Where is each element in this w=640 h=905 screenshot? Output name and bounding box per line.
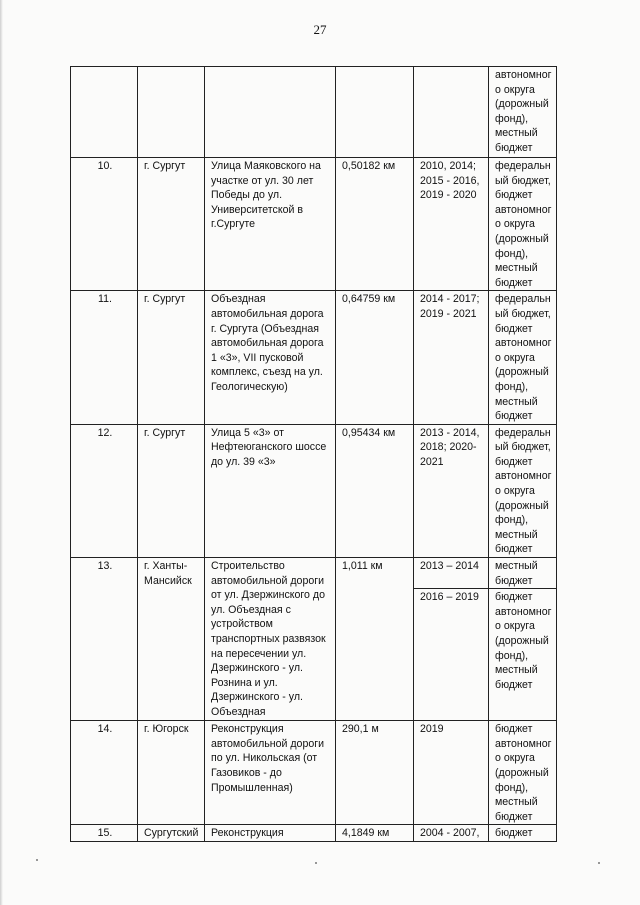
row-place: г. Югорск bbox=[138, 721, 205, 825]
row-source: федеральный бюджет, бюджет автономного округа (дорожный фонд), местный бюджет bbox=[489, 158, 557, 291]
table-row bbox=[71, 291, 557, 424]
row-years: 2013 – 2014 bbox=[414, 558, 489, 589]
row-years: 2019 bbox=[414, 721, 489, 825]
row-years bbox=[414, 67, 489, 158]
row-years: 2013 - 2014, 2018; 2020-2021 bbox=[414, 424, 489, 557]
row-number bbox=[71, 67, 138, 158]
row-object: Улица Маяковского на участке от ул. 30 лет Победы до ул. Университетской в г.Сургуте bbox=[205, 158, 336, 291]
scan-edge bbox=[0, 0, 3, 905]
row-number: 13. bbox=[71, 558, 138, 721]
table-row bbox=[71, 721, 557, 825]
table-row bbox=[71, 424, 557, 557]
scan-artifact bbox=[36, 859, 38, 861]
row-object bbox=[205, 67, 336, 158]
scan-artifact bbox=[598, 862, 600, 864]
row-number: 15. bbox=[71, 825, 138, 842]
row-source: бюджет автономного округа (дорожный фонд), местный бюджет bbox=[489, 721, 557, 825]
row-number: 11. bbox=[71, 291, 138, 424]
row-number: 14. bbox=[71, 721, 138, 825]
row-length: 0,95434 км bbox=[336, 424, 414, 557]
row-years: 2010, 2014; 2015 - 2016, 2019 - 2020 bbox=[414, 158, 489, 291]
row-place: г. Сургут bbox=[138, 158, 205, 291]
row-length: 0,64759 км bbox=[336, 291, 414, 424]
row-object: Реконструкция автомобильной дороги по ул. Никольская (от Газовиков - до Промышленная) bbox=[205, 721, 336, 825]
row-length: 290,1 м bbox=[336, 721, 414, 825]
row-place: Сургутский bbox=[138, 825, 205, 842]
row-object: Объездная автомобильная дорога г. Сургута (Объездная автомобильная дорога 1 «3», VII пусковой комплекс, съезд на ул. Геологическую) bbox=[205, 291, 336, 424]
row-source: бюджет bbox=[489, 825, 557, 842]
table-row bbox=[71, 67, 557, 158]
row-place: г. Сургут bbox=[138, 291, 205, 424]
row-years: 2004 - 2007, bbox=[414, 825, 489, 842]
row-place: г. Сургут bbox=[138, 424, 205, 557]
row-place: г. Ханты-Мансийск bbox=[138, 558, 205, 721]
row-source: федеральный бюджет, бюджет автономного округа (дорожный фонд), местный бюджет bbox=[489, 291, 557, 424]
row-length: 0,50182 км bbox=[336, 158, 414, 291]
row-source: местный бюджет bbox=[489, 558, 557, 589]
page-number: 27 bbox=[313, 22, 327, 37]
row-number: 10. bbox=[71, 158, 138, 291]
row-source: бюджет автономного округа (дорожный фонд), местный бюджет bbox=[489, 589, 557, 721]
row-object: Реконструкция bbox=[205, 825, 336, 842]
row-years: 2014 - 2017; 2019 - 2021 bbox=[414, 291, 489, 424]
row-number: 12. bbox=[71, 424, 138, 557]
row-length bbox=[336, 67, 414, 158]
scan-artifact bbox=[315, 862, 317, 864]
row-object: Улица 5 «3» от Нефтеюганского шоссе до ул. 39 «3» bbox=[205, 424, 336, 557]
row-place bbox=[138, 67, 205, 158]
table-row bbox=[71, 558, 557, 589]
roads-table bbox=[70, 66, 557, 842]
table-row bbox=[71, 825, 557, 842]
row-years: 2016 – 2019 bbox=[414, 589, 489, 721]
row-length: 4,1849 км bbox=[336, 825, 414, 842]
row-source: автономного округа (дорожный фонд), местный бюджет bbox=[489, 67, 557, 158]
row-length: 1,011 км bbox=[336, 558, 414, 721]
table-row bbox=[71, 158, 557, 291]
row-object: Строительство автомобильной дороги от ул. Дзержинского до ул. Объездная с устройством транспортных развязок на пересечении ул. Дзержинского - ул. Рознина и ул. Дзержинского - ул. Объездная bbox=[205, 558, 336, 721]
row-source: федеральный бюджет, бюджет автономного округа (дорожный фонд), местный бюджет bbox=[489, 424, 557, 557]
